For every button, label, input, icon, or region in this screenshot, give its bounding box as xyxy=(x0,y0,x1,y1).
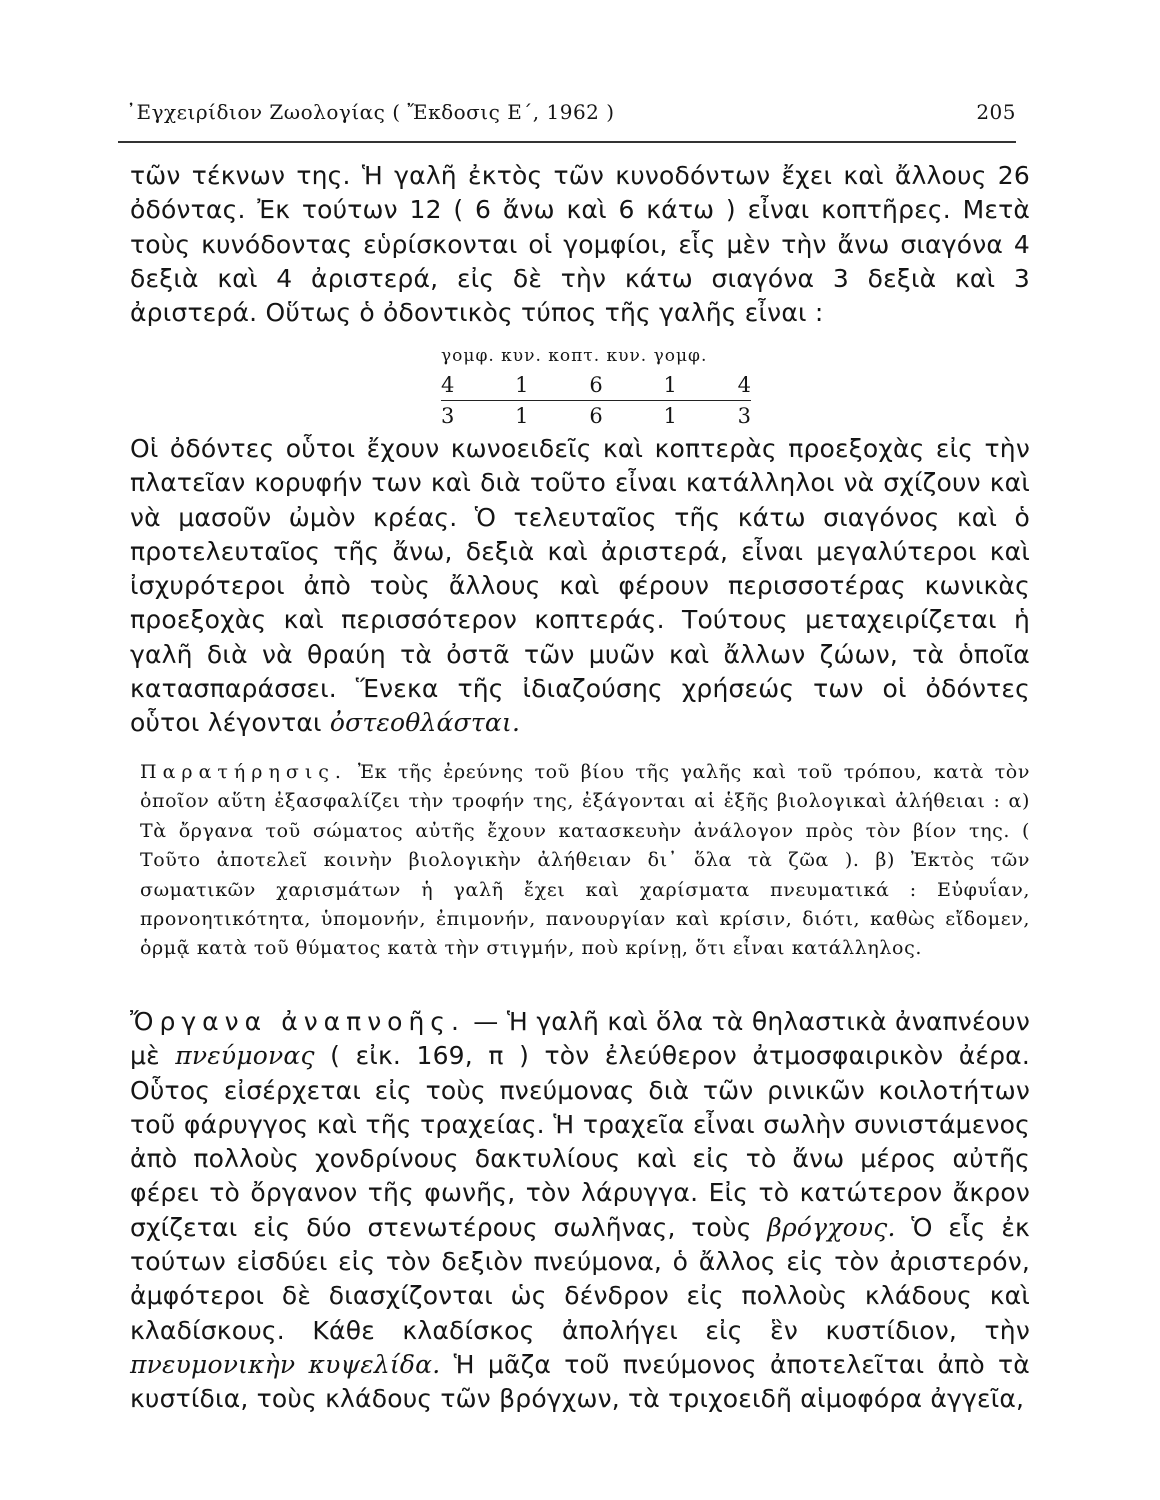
respiratory-text-3: Ὁ εἷς ἐκ τούτων εἰσδύει εἰς τὸν δεξιὸν πνεύμονα, ὁ ἄλλος εἰς τὸν ἀριστερόν, ἀμφότεροι δὲ διασχίζονται ὡς δένδρον εἰς πολλοὺς κλάδους καὶ κλαδίσκους. Κάθε κλαδίσκος ἀπολήγει εἰς ἓν κυστίδιον, τὴν xyxy=(130,1212,1030,1345)
header-rule xyxy=(118,141,1016,143)
lower-canine-right: 1 xyxy=(663,404,677,428)
observation-note xyxy=(140,758,1030,964)
upper-canine-left: 1 xyxy=(515,373,529,397)
carnassials-text: Οἱ ὀδόντες οὗτοι ἔχουν κωνοειδεῖς καὶ κοπτερὰς προεξοχὰς εἰς τὴν πλατεῖαν κορυφήν των καὶ διὰ τοῦτο εἶναι κατάλληλοι νὰ σχίζουν καὶ νὰ μασοῦν ὠμὸν κρέας. Ὁ τελευταῖος τῆς κάτω σιαγόνος καὶ ὁ προτελευταῖος τῆς ἄνω, δεξιὰ καὶ ἀριστερά, εἶναι μεγαλύτεροι καὶ ἰσχυρότεροι ἀπὸ τοὺς ἄλλους καὶ φέρουν περισσοτέρας κωνικὰς προεξοχὰς καὶ περισσότερον κοπτεράς. Τούτους μεταχειρίζεται ἡ γαλῆ διὰ νὰ θραύη τὰ ὀστᾶ τῶν μυῶν καὶ ἄλλων ζώων, τὰ ὁποῖα κατασπαράσσει. Ἕνεκα τῆς ἰδιαζούσης χρήσεώς των οἱ ὀδόντες οὗτοι λέγονται xyxy=(130,434,1030,738)
upper-incisors: 6 xyxy=(589,373,603,397)
lower-jaw-row xyxy=(441,401,751,431)
paragraph-respiratory-organs xyxy=(130,1005,1030,1417)
respiratory-heading: Ὄργανα ἀναπνοῆς. xyxy=(130,1007,465,1036)
term-alveolus: πνευμονικὴν κυψελίδα. xyxy=(130,1349,441,1379)
upper-canine-right: 1 xyxy=(663,373,677,397)
respiratory-text-4: Ἡ μᾶζα τοῦ πνεύμονος ἀποτελεῖται ἀπὸ τὰ κυστίδια, τοὺς κλάδους τῶν βρόγχων, τὰ τριχοειδῆ αἱμοφόρα ἀγγεῖα, xyxy=(130,1349,1030,1414)
dental-formula xyxy=(441,346,761,431)
running-title: ᾿Εγχειρίδιον Ζωολογίας ( Ἔκδοσις Ε΄, 1962 ) xyxy=(126,100,615,124)
term-lungs: πνεύμονας xyxy=(175,1041,315,1071)
upper-molars: 4 xyxy=(441,373,455,397)
respiratory-text-2: ( εἰκ. 169, π ) τὸν ἐλεύθερον ἀτμοσφαιρικὸν ἀέρα. Οὗτος εἰσέρχεται εἰς τοὺς πνεύμονας διὰ τῶν ρινικῶν κοιλοτήτων τοῦ φάρυγγος καὶ τῆς τραχείας. Ἡ τραχεῖα εἶναι σωλὴν συνιστάμενος ἀπὸ πολλοὺς χονδρίνους δακτυλίους καὶ εἰς τὸ ἄνω μέρος αὐτῆς φέρει τὸ ὄργανον τῆς φωνῆς, τὸν λάρυγγα. Εἰς τὸ κατώτερον ἄκρον σχίζεται εἰς δύο στενωτέρους σωλῆνας, τοὺς xyxy=(130,1041,1030,1242)
dental-formula-labels: γομφ. κυν. κοπτ. κυν. γομφ. xyxy=(441,346,708,366)
upper-jaw-row xyxy=(441,370,751,400)
paragraph-carnassials xyxy=(130,432,1030,741)
note-text: Ἐκ τῆς ἐρεύνης τοῦ βίου τῆς γαλῆς καὶ τοῦ τρόπου, κατὰ τὸν ὁποῖον αὕτη ἐξασφαλίζει τὴν τροφήν της, ἐξάγονται αἱ ἑξῆς βιολογικαὶ ἀλήθειαι : α) Τὰ ὄργανα τοῦ σώματος αὐτῆς ἔχουν κατασκευὴν ἀνάλογον πρὸς τὸν βίον της. ( Τοῦτο ἀποτελεῖ κοινὴν βιολογικὴν ἀλήθειαν δι᾿ ὅλα τὰ ζῶα ). β) Ἐκτὸς τῶν σωματικῶν χαρισμάτων ἡ γαλῆ ἔχει καὶ χαρίσματα πνευματικά : Εὐφυΐαν, προνοητικότητα, ὑπομονήν, ἐπιμονήν, πανουργίαν καὶ κρίσιν, διότι, καθὼς εἴδομεν, ὁρμᾷ κατὰ τοῦ θύματος κατὰ τὴν στιγμήν, ποὺ κρίνῃ, ὅτι εἶναι κατάλληλος. xyxy=(140,761,1031,960)
paragraph-teeth: τῶν τέκνων της. Ἡ γαλῆ ἐκτὸς τῶν κυνοδόντων ἔχει καὶ ἄλλους 26 ὀδόντας. Ἐκ τούτων 12 ( 6 ἄνω καὶ 6 κάτω ) εἶναι κοπτῆρες. Μετὰ τοὺς κυνόδοντας εὑρίσκονται οἱ γομφίοι, εἷς μὲν τὴν ἄνω σιαγόνα 4 δεξιὰ καὶ 4 ἀριστερά, εἰς δὲ τὴν κάτω σιαγόνα 3 δεξιὰ καὶ 3 ἀριστερά. Οὕτως ὁ ὀδοντικὸς τύπος τῆς γαλῆς εἶναι : xyxy=(130,161,1030,328)
lower-incisors: 6 xyxy=(589,404,603,428)
running-header xyxy=(126,100,1016,124)
lower-molars-right: 3 xyxy=(737,404,751,428)
lower-molars: 3 xyxy=(441,404,455,428)
note-heading: Παρατήρησις. xyxy=(140,761,347,783)
carnassials-term: ὀστεοθλάσται. xyxy=(329,708,521,738)
term-bronchi: βρόγχους. xyxy=(767,1212,896,1242)
page-number: 205 xyxy=(976,100,1016,124)
lower-canine-left: 1 xyxy=(515,404,529,428)
upper-molars-right: 4 xyxy=(737,373,751,397)
respiratory-text-1: — Ἡ γαλῆ καὶ ὅλα τὰ θηλαστικὰ ἀναπνέουν μὲ xyxy=(130,1007,1030,1071)
